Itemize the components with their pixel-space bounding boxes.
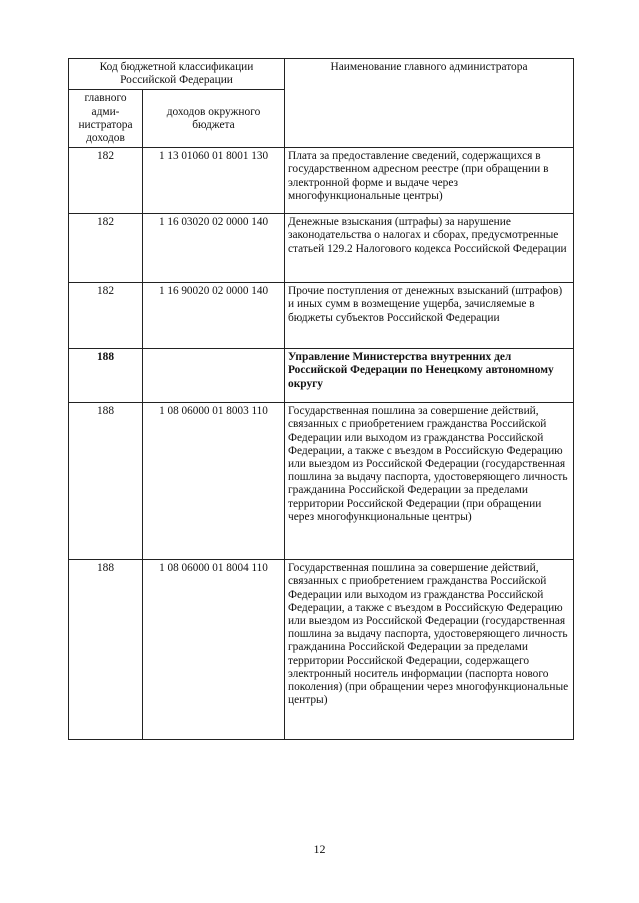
row-administrator-name: Плата за предоставление сведений, содержащихся в государственном адресном реестре (при обращении в электронной форме и выдаче через многофункциональные центры) [285,148,574,214]
row-revenue-code [143,349,285,403]
row-revenue-code: 1 13 01060 01 8001 130 [143,148,285,214]
budget-classification-table [68,58,574,740]
table-row [69,214,574,283]
row-admin-code: 188 [69,403,143,560]
row-administrator-name: Управление Министерства внутренних дел Российской Федерации по Ненецкому автономному округу [285,349,574,403]
row-administrator-name: Государственная пошлина за совершение действий, связанных с приобретением гражданства Российской Федерации или выходом из гражданства Российской Федерации, а также с въездом в Российскую Федерацию или выездом из Российской Федерации (государственная пошлина за выдачу паспорта, удостоверяющего личность гражданина Российской Федерации за пределами территории Российской Федерации, содержащего электронный носитель информации (паспорта нового поколения) (при обращении через многофункциональные центры) [285,560,574,740]
header-budget-code-group: Код бюджетной классификации Российской Федерации [69,59,285,90]
header-administrator-name: Наименование главного администратора [285,59,574,148]
page-number: 12 [313,842,326,856]
row-admin-code: 182 [69,214,143,283]
header-district-budget-revenue: доходов окружного бюджета [143,90,285,148]
row-revenue-code: 1 08 06000 01 8003 110 [143,403,285,560]
table-row [69,403,574,560]
row-admin-code: 188 [69,560,143,740]
row-admin-code: 182 [69,148,143,214]
row-revenue-code: 1 16 03020 02 0000 140 [143,214,285,283]
table-row [69,560,574,740]
row-revenue-code: 1 08 06000 01 8004 110 [143,560,285,740]
row-revenue-code: 1 16 90020 02 0000 140 [143,283,285,349]
table-row [69,148,574,214]
table-row [69,283,574,349]
row-admin-code: 182 [69,283,143,349]
row-administrator-name: Денежные взыскания (штрафы) за нарушение законодательства о налогах и сборах, предусмотренные статьей 129.2 Налогового кодекса Российской Федерации [285,214,574,283]
header-row-top [69,59,574,90]
header-main-administrator: главного адми-нистратора доходов [69,90,143,148]
row-admin-code: 188 [69,349,143,403]
row-administrator-name: Прочие поступления от денежных взысканий (штрафов) и иных сумм в возмещение ущерба, зачисляемые в бюджеты субъектов Российской Федерации [285,283,574,349]
table-row [69,349,574,403]
row-administrator-name: Государственная пошлина за совершение действий, связанных с приобретением гражданства Российской Федерации или выходом из гражданства Российской Федерации, а также с въездом в Российскую Федерацию или выездом из Российской Федерации (государственная пошлина за выдачу паспорта, удостоверяющего личность гражданина Российской Федерации за пределами территории Российской Федерации (при обращении через многофункциональные центры) [285,403,574,560]
